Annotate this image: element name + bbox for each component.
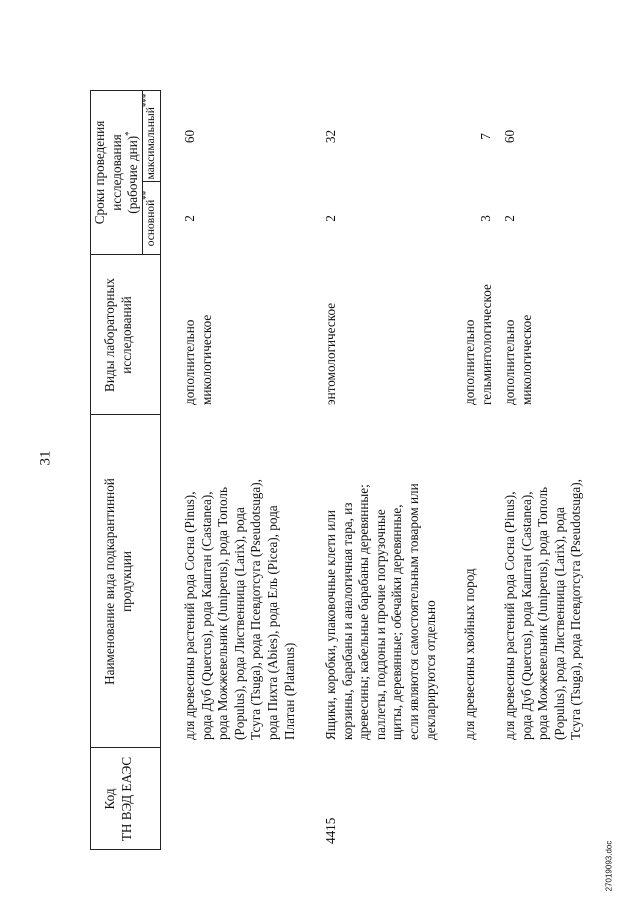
header-main: основной**	[141, 190, 157, 247]
header-code: Код ТН ВЭД ЕАЭС	[102, 756, 134, 842]
row-4-main-days: 2	[502, 215, 517, 222]
row-2-max-days: 32	[323, 129, 338, 144]
row-4-max-days: 60	[502, 129, 517, 144]
footer-file-name: 27019093.doc	[604, 840, 614, 892]
row-3-lab-type: дополнительно гельминтологическое	[462, 284, 494, 405]
header-bottom-border	[160, 90, 161, 850]
header-name: Наименование вида подкарантинной продукции	[102, 478, 134, 685]
row-1-max-days: 60	[182, 129, 197, 144]
row-3-max-days: 7	[478, 133, 493, 140]
row-1-main-days: 2	[182, 215, 197, 222]
header-lab-type: Виды лабораторных исследований	[102, 278, 134, 392]
row-2-name: Ящики, коробки, упаковочные клети или корзины, барабаны и аналогичная тара, из древесины; кабельные барабаны деревянные; паллеты, поддоны и прочие погрузочные щиты, деревянные; обечайки деревянные, если являются самостоятельным товаром или декларируются отдельно	[323, 483, 438, 740]
row-1-lab-type: дополнительно микологическое	[182, 314, 214, 405]
header-timing: Сроки проведения исследования (рабочие дни)*	[92, 120, 141, 225]
row-2-lab-type: энтомологическое	[323, 302, 338, 405]
rotated-table	[90, 90, 590, 850]
row-1-name: для древесины растений рода Сосна (Pinus), рода Дуб (Quercus), рода Каштан (Castanea), рода Можжевельник (Juniperus), рода Тополь (Populus), рода Лиственница (Larix), рода Тсуга (Tsuga), рода Псевдотсуга (Pseudotsuga), рода Пихта (Abies), рода Ель (Picea), рода Платан (Platanus)	[182, 479, 297, 740]
header-max: максимальный***	[141, 93, 157, 180]
row-3-main-days: 3	[478, 215, 493, 222]
row-2-main-days: 2	[323, 215, 338, 222]
table-top-border	[90, 90, 91, 850]
row-2-code: 4415	[323, 817, 338, 844]
row-4-name: для древесины растений рода Сосна (Pinus), рода Дуб (Quercus), рода Каштан (Castanea), рода Можжевельник (Juniperus), рода Тополь (Populus), рода Лиственница (Larix), рода Тсуга (Tsuga), рода Псевдотсуга (Pseudotsuga),	[502, 479, 584, 740]
page-number: 31	[37, 450, 54, 466]
row-3-name: для древесины хвойных пород	[462, 568, 477, 740]
row-4-lab-type: дополнительно микологическое	[502, 314, 534, 405]
